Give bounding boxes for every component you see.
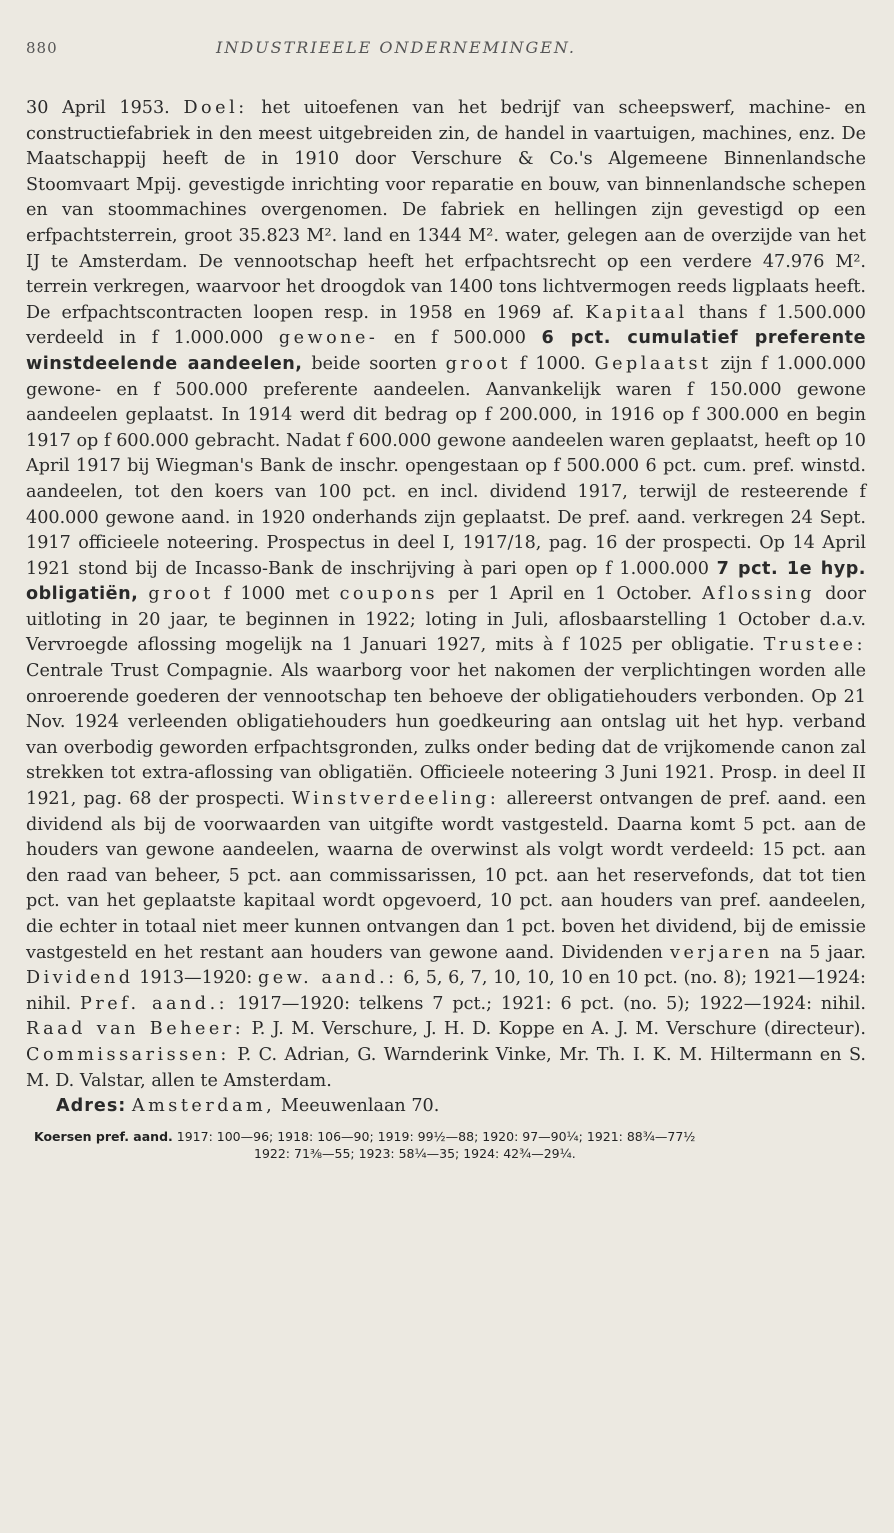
coupons-label: coupons — [339, 584, 439, 605]
page-number: 880 — [26, 39, 58, 57]
preferred-shares-heading: 6 pct. cumulatief preferente winstdeelende aandeelen, — [26, 328, 866, 374]
running-title: INDUSTRIEELE ONDERNEMINGEN. — [216, 38, 576, 57]
address-city: Amsterdam, — [131, 1096, 276, 1117]
text-run: f 1000 met — [213, 584, 340, 605]
text-run — [138, 584, 148, 604]
address-street: Meeuwenlaan 70. — [275, 1096, 440, 1117]
text-run: zijn f 1.000.000 gewone- en f 500.000 preferente aandeelen. Aanvankelijk waren f 150.000 gewone aandeelen geplaatst. In 1914 werd dit bedrag op f 200.000, in 1916 op f 300.000 en begin 1917 op f 600.000 gebracht. Nadat f 600.000 gewone aandeelen waren geplaatst, heeft op 10 April 1917 bij Wiegman's Bank de inschr. opengestaan op f 500.000 6 pct. cum. pref. winstd. aandeelen, tot den koers van 100 pct. en incl. dividend 1917, terwijl de resteerende f 400.000 gewone aand. in 1920 onderhands zijn geplaatst. De pref. aand. verkregen 24 Sept. 1917 officieele noteering. Prospectus in deel I, 1917/18, pag. 16 der prospecti. Op 14 April 1921 stond bij de Incasso-Bank de inschrijving à pari open op f 1.000.000 — [26, 353, 866, 579]
doel-label: Doel: — [183, 98, 248, 118]
pref-aand-label: Pref. aand.: — [80, 993, 229, 1014]
text-run: het uitoefenen van het bedrijf van scheepswerf, machine- en constructiefabriek in den meest uitgebreiden zin, de handel in vaartuigen, machines, enz. De Maatschappij heeft de in 1910 door Verschure & Co.'s Algemeene Binnenlandsche Stoomvaart Mpij. gevestigde inrichting voor reparatie en bouw, van binnenlandsche schepen en van stoommachines overgenomen. De fabriek en hellingen zijn gevestigd op een erfpachtsterrein, groot 35.823 M². land en 1344 M². water, gelegen aan de overzijde van het IJ te Amsterdam. De vennootschap heeft het erfpachtsrecht op een verdere 47.976 M². terrein verkregen, waarvoor het droogdok van 1400 tons lichtvermogen reeds ligplaats heeft. De erfpachtscontracten loopen resp. in 1958 en 1969 af. — [26, 98, 866, 323]
quotation-line — [26, 1145, 866, 1162]
aflossing-label: Aflossing — [702, 584, 816, 605]
text-run: Centrale Trust Compagnie. Als waarborg voor het nakomen der verplichtingen worden alle onroerende goederen der vennootschap ten behoeve der obligatiehouders verbonden. Op 21 Nov. 1924 verleenden obligatiehouders hun goedkeuring aan ontslag uit het hyp. verband van overbodig geworden erfpachtsgronden, zulks onder beding dat de vrijkomende canon zal strekken tot extra-aflossing van obligatiën. Officieele noteering 3 Juni 1921. Prosp. in deel II 1921, pag. 68 der prospecti. — [26, 661, 866, 810]
text-run: 6, 5, 6, 7, 10, 10, 10 en 10 pct. (no. 8); 1921—1924: nihil. — [26, 968, 866, 1014]
entry-paragraph — [26, 96, 866, 1094]
geplaatst-label: Geplaatst — [594, 353, 712, 374]
text-run: thans f 1.500.000 verdeeld in f 1.000.000 — [26, 302, 866, 349]
commissarissen-label: Commissarissen: — [26, 1044, 230, 1065]
winstverdeeling-label: Winstverdeeling: — [291, 789, 500, 810]
text-run: na 5 jaar. — [772, 942, 866, 963]
text-run: allereerst ontvangen de pref. aand. een dividend als bij de voorwaarden van uitgifte wordt vastgesteld. Daarna komt 5 pct. aan de houders van gewone aandeelen, waarna de overwinst als volgt wordt verdeeld: 15 pct. aan den raad van beheer, 5 pct. aan commissarissen, 10 pct. aan het reservefonds, dat tot tien pct. van het geplaatste kapitaal wordt opgevoerd, 10 pct. aan houders van pref. aandeelen, die echter in totaal niet meer kunnen ontvangen dan 1 pct. boven het dividend, bij de emissie vastgesteld en het restant aan houders van gewone aand. Dividenden — [26, 789, 866, 963]
groot-label: groot — [445, 353, 512, 374]
page-header — [26, 38, 866, 82]
quotation-label: Koersen pref. aand. — [34, 1128, 173, 1144]
text-run: beide soorten — [302, 353, 446, 374]
quotation-line — [26, 1128, 866, 1145]
verjaren-label: verjaren — [670, 942, 773, 963]
text-run: en f 500.000 — [378, 328, 542, 349]
groot-label: groot — [148, 584, 214, 605]
address-label: Adres: — [56, 1096, 127, 1117]
price-quotations — [26, 1128, 866, 1162]
bonds-heading: 7 pct. 1e hyp. obligatiën, — [26, 558, 866, 605]
quotation-values: 1922: 71⅜—55; 1923: 58¼—35; 1924: 42¾—29¼. — [254, 1145, 576, 1161]
dividend-label: Dividend — [26, 968, 134, 989]
text-run: P. C. Adrian, G. Warnderink Vinke, Mr. Th. I. K. M. Hiltermann en S. M. D. Valstar, allen te Amsterdam. — [26, 1044, 866, 1091]
text-run: P. J. M. Verschure, J. H. D. Koppe en A. J. M. Verschure (directeur). — [244, 1019, 866, 1040]
text-run: door uitloting in 20 jaar, te beginnen in 1922; loting in Juli, aflosbaarstelling 1 October d.a.v. Vervroegde aflossing mogelijk na 1 Januari 1927, mits à f 1025 per obligatie. — [26, 584, 866, 656]
gewone-aand-label: gew. aand.: — [258, 968, 398, 989]
company-entry — [26, 96, 866, 1120]
raad-van-beheer-label: Raad van Beheer: — [26, 1019, 245, 1040]
text-run: f 1000. — [511, 353, 595, 374]
gewone-label: gewone- — [278, 328, 379, 349]
text-run: 1917—1920: telkens 7 pct.; 1921: 6 pct. (no. 5); 1922—1924: nihil. — [228, 993, 866, 1014]
text-run: 30 April 1953. — [26, 98, 184, 118]
text-run: 1913—1920: — [133, 968, 259, 989]
text-run: per 1 April en 1 October. — [438, 584, 703, 605]
address-line — [26, 1094, 866, 1120]
quotation-values: 1917: 100—96; 1918: 106—90; 1919: 99½—88; 1920: 97—90¼; 1921: 88¾—77½ — [172, 1128, 696, 1144]
trustee-label: Trustee: — [763, 635, 866, 656]
kapitaal-label: Kapitaal — [585, 302, 688, 323]
